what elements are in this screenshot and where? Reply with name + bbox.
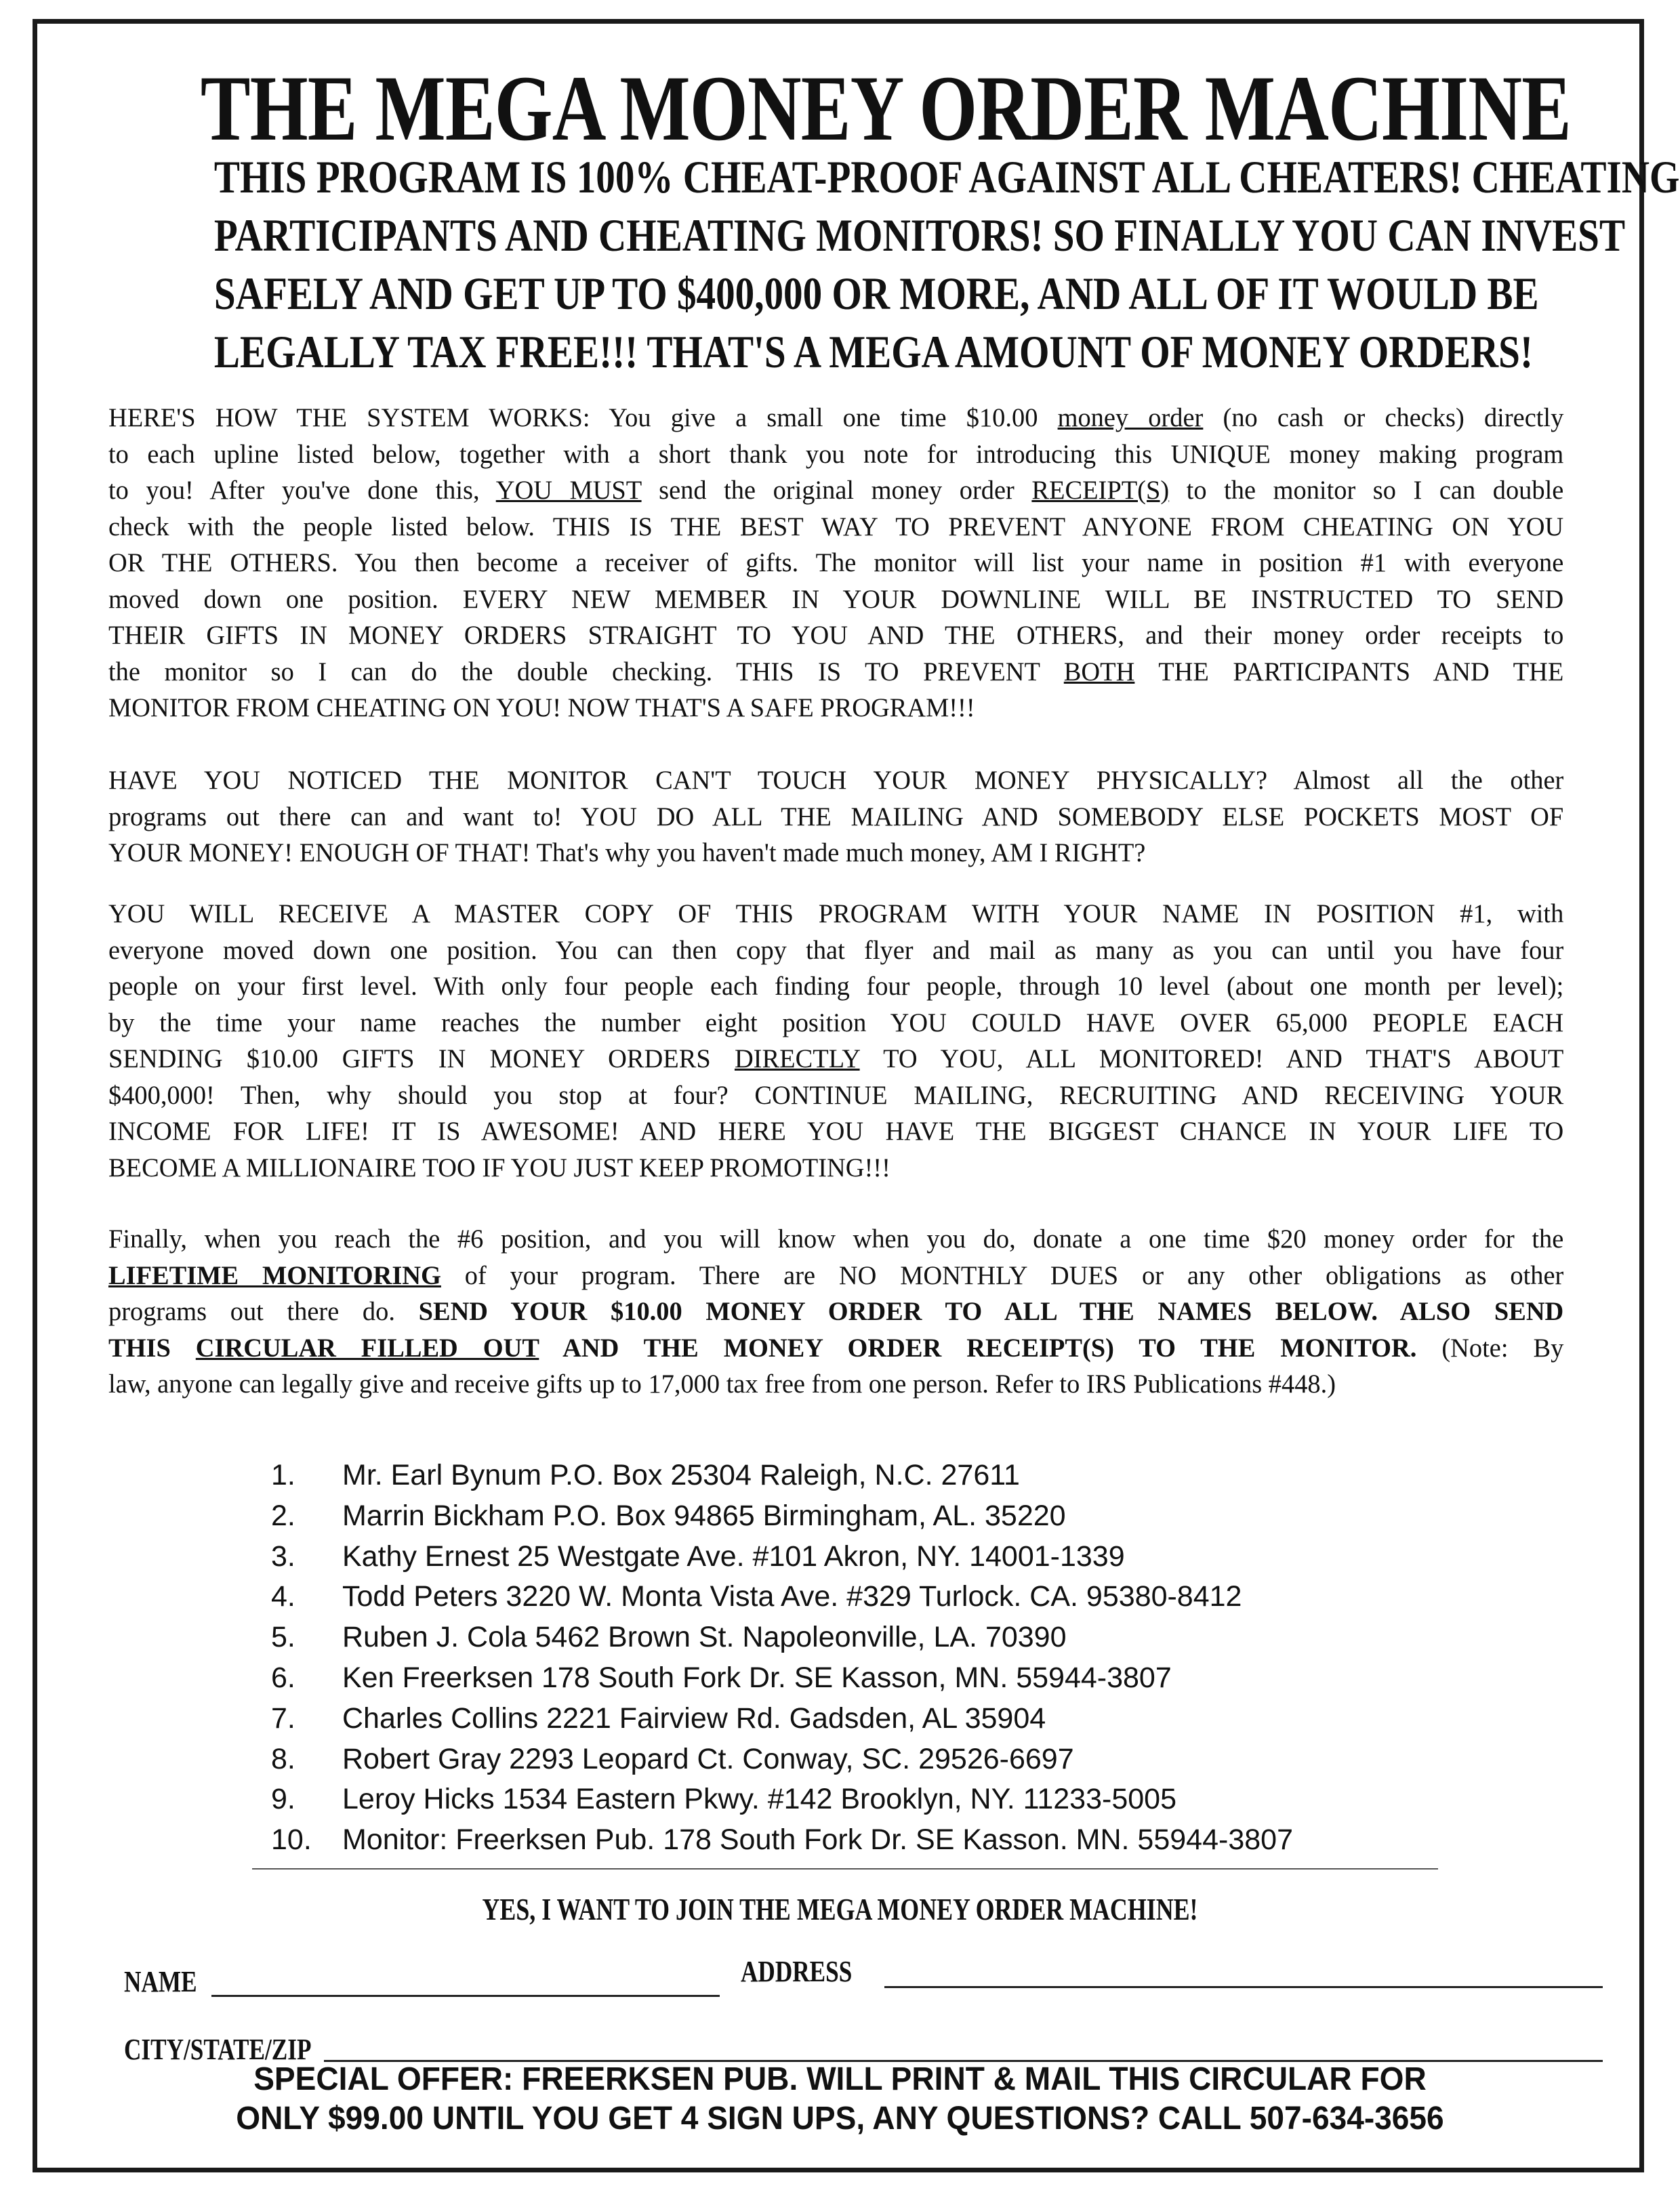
- address-label: ADDRESS: [741, 1955, 853, 1988]
- offer-line: ONLY $99.00 UNTIL YOU GET 4 SIGN UPS, ANY QUESTIONS? CALL 507-634-3656: [236, 2101, 1444, 2137]
- paragraph-line: moved down one position. EVERY NEW MEMBER IN YOUR DOWNLINE WILL BE INSTRUCTED TO SEND: [108, 584, 1564, 614]
- paragraph-line: people on your first level. With only four people each finding four people, through 10 level (about one month per level);: [108, 972, 1564, 1001]
- divider: [252, 1868, 1438, 1870]
- list-item: [271, 1739, 1423, 1780]
- list-item: [271, 1537, 1423, 1577]
- paragraph-line: BECOME A MILLIONAIRE TOO IF YOU JUST KEEP PROMOTING!!!: [108, 1153, 890, 1182]
- text-run: the monitor so I can do the double checking. THIS IS TO PREVENT: [108, 657, 1064, 686]
- text-run: (no cash or checks) directly: [1203, 403, 1564, 432]
- paragraph-line: INCOME FOR LIFE! IT IS AWESOME! AND HERE YOU HAVE THE BIGGEST CHANCE IN YOUR LIFE TO: [108, 1117, 1564, 1146]
- list-item: [271, 1617, 1423, 1658]
- paragraph-line: to each upline listed below, together with a short thank you note for introducing this UNIQUE money making program: [108, 439, 1564, 469]
- name-label: NAME: [124, 1965, 197, 1998]
- list-number: 4.: [271, 1580, 295, 1613]
- paragraph-line: by the time your name reaches the number eight position YOU COULD HAVE OVER 65,000 PEOPLE EACH: [108, 1008, 1564, 1037]
- subheading: [95, 148, 1680, 381]
- list-entry-text: Mr. Earl Bynum P.O. Box 25304 Raleigh, N.C. 27611: [342, 1459, 1020, 1491]
- underlined-text: BOTH: [1063, 657, 1135, 686]
- names-list: [271, 1456, 1423, 1861]
- paragraph-line: MONITOR FROM CHEATING ON YOU! NOW THAT'S A SAFE PROGRAM!!!: [108, 693, 975, 722]
- underlined-text: RECEIPT(S): [1031, 476, 1170, 505]
- join-heading: YES, I WANT TO JOIN THE MEGA MONEY ORDER MACHINE!: [482, 1892, 1198, 1926]
- list-number: 3.: [271, 1540, 295, 1573]
- subheading-line: SAFELY AND GET UP TO $400,000 OR MORE, AND ALL OF IT WOULD BE: [213, 268, 1539, 319]
- list-entry-text: Ken Freerksen 178 South Fork Dr. SE Kasson, MN. 55944-3807: [342, 1661, 1172, 1694]
- offer-line: SPECIAL OFFER: FREERKSEN PUB. WILL PRINT & MAIL THIS CIRCULAR FOR: [253, 2061, 1427, 2097]
- text-run: TO YOU, ALL MONITORED! AND THAT'S ABOUT: [859, 1044, 1564, 1073]
- subheading-line: LEGALLY TAX FREE!!! THAT'S A MEGA AMOUNT OF MONEY ORDERS!: [213, 326, 1533, 377]
- paragraph-line: HAVE YOU NOTICED THE MONITOR CAN'T TOUCH YOUR MONEY PHYSICALLY? Almost all the other: [108, 766, 1564, 795]
- list-item: [271, 1496, 1423, 1537]
- bold-text: THIS: [108, 1333, 196, 1363]
- paragraph-line: law, anyone can legally give and receive gifts up to 17,000 tax free from one person. Refer to IRS Publications #448.): [108, 1369, 1336, 1399]
- list-entry-text: Monitor: Freerksen Pub. 178 South Fork Dr. SE Kasson. MN. 55944-3807: [342, 1823, 1293, 1857]
- list-item: [271, 1456, 1423, 1496]
- text-run: to you! After you've done this,: [108, 476, 496, 505]
- list-entry-text: Todd Peters 3220 W. Monta Vista Ave. #329 Turlock. CA. 95380-8412: [342, 1580, 1242, 1613]
- underlined-bold-text: CIRCULAR FILLED OUT: [195, 1333, 539, 1363]
- paragraph-line: OR THE OTHERS. You then become a receiver of gifts. The monitor will list your name in position #1 with everyone: [108, 548, 1564, 577]
- paragraph-finally: [108, 1221, 1586, 1403]
- underlined-bold-text: LIFETIME MONITORING: [108, 1260, 441, 1290]
- list-entry-text: Charles Collins 2221 Fairview Rd. Gadsden, AL 35904: [342, 1701, 1046, 1735]
- bold-text: AND THE MONEY ORDER RECEIPT(S) TO THE MONITOR.: [539, 1333, 1417, 1363]
- list-entry-text: Robert Gray 2293 Leopard Ct. Conway, SC. 29526-6697: [342, 1742, 1074, 1775]
- list-item: [271, 1779, 1423, 1820]
- paragraph-line: programs out there can and want to! YOU DO ALL THE MAILING AND SOMEBODY ELSE POCKETS MOST OF: [108, 802, 1564, 831]
- paragraph-how-it-works: [108, 400, 1586, 726]
- name-field[interactable]: [211, 1995, 720, 1997]
- list-entry-text: Ruben J. Cola 5462 Brown St. Napoleonville, LA. 70390: [342, 1621, 1067, 1654]
- list-entry-text: Kathy Ernest 25 Westgate Ave. #101 Akron, NY. 14001-1339: [342, 1540, 1125, 1573]
- list-item: [271, 1820, 1423, 1861]
- list-item: [271, 1699, 1423, 1739]
- paragraph-line: YOUR MONEY! ENOUGH OF THAT! That's why you haven't made much money, AM I RIGHT?: [108, 838, 1146, 867]
- list-item: [271, 1658, 1423, 1699]
- text-run: to the monitor so I can double: [1169, 476, 1564, 505]
- paragraph-line: Finally, when you reach the #6 position, and you will know when you do, donate a one time $20 money order for the: [108, 1224, 1564, 1254]
- paragraph-line: $400,000! Then, why should you stop at four? CONTINUE MAILING, RECRUITING AND RECEIVING YOUR: [108, 1080, 1564, 1110]
- text-run: send the original money order: [641, 476, 1032, 505]
- list-number: 6.: [271, 1661, 295, 1694]
- list-number: 5.: [271, 1621, 295, 1654]
- paragraph-line: [108, 1041, 1563, 1077]
- list-number: 1.: [271, 1459, 295, 1491]
- city-state-zip-label: CITY/STATE/ZIP: [124, 2033, 312, 2066]
- paragraph-line: [108, 1294, 1563, 1330]
- paragraph-line: check with the people listed below. THIS IS THE BEST WAY TO PREVENT ANYONE FROM CHEATING ON YOU: [108, 512, 1564, 541]
- paragraph-monitor: [108, 762, 1586, 871]
- list-number: 2.: [271, 1499, 295, 1532]
- list-number: 9.: [271, 1783, 295, 1816]
- underlined-text: DIRECTLY: [734, 1044, 860, 1073]
- document-title: THE MEGA MONEY ORDER MACHINE: [200, 56, 1572, 160]
- text-run: programs out there do.: [108, 1297, 419, 1326]
- underlined-text: YOU MUST: [495, 476, 642, 505]
- address-field[interactable]: [884, 1986, 1603, 1988]
- list-number: 7.: [271, 1701, 295, 1735]
- special-offer: [108, 2060, 1572, 2139]
- paragraph-line: [108, 472, 1563, 509]
- paragraph-master-copy: [108, 896, 1586, 1186]
- text-run: HERE'S HOW THE SYSTEM WORKS: You give a small one time $10.00: [108, 403, 1058, 432]
- text-run: of your program. There are NO MONTHLY DUES or any other obligations as other: [441, 1260, 1564, 1290]
- list-entry-text: Marrin Bickham P.O. Box 94865 Birmingham, AL. 35220: [342, 1499, 1066, 1532]
- list-number: 10.: [271, 1823, 312, 1857]
- paragraph-line: [108, 1258, 1563, 1294]
- list-number: 8.: [271, 1742, 295, 1775]
- paragraph-line: [108, 1330, 1563, 1367]
- paragraph-line: [108, 654, 1563, 690]
- list-item: [271, 1577, 1423, 1617]
- underlined-text: money order: [1057, 403, 1204, 432]
- text-run: SENDING $10.00 GIFTS IN MONEY ORDERS: [108, 1044, 735, 1073]
- text-run: THE PARTICIPANTS AND THE: [1134, 657, 1564, 686]
- bold-text: SEND YOUR $10.00 MONEY ORDER TO ALL THE NAMES BELOW. ALSO SEND: [418, 1297, 1564, 1326]
- paragraph-line: YOU WILL RECEIVE A MASTER COPY OF THIS PROGRAM WITH YOUR NAME IN POSITION #1, with: [108, 899, 1564, 928]
- text-run: (Note: By: [1416, 1333, 1564, 1363]
- subheading-line: PARTICIPANTS AND CHEATING MONITORS! SO FINALLY YOU CAN INVEST: [213, 209, 1626, 261]
- paragraph-line: everyone moved down one position. You can then copy that flyer and mail as many as you can until you have four: [108, 935, 1564, 965]
- list-entry-text: Leroy Hicks 1534 Eastern Pkwy. #142 Brooklyn, NY. 11233-5005: [342, 1783, 1176, 1816]
- subheading-line: THIS PROGRAM IS 100% CHEAT-PROOF AGAINST ALL CHEATERS! CHEATING: [213, 151, 1680, 203]
- paragraph-line: [108, 400, 1563, 436]
- paragraph-line: THEIR GIFTS IN MONEY ORDERS STRAIGHT TO YOU AND THE OTHERS, and their money order receipts to: [108, 621, 1564, 650]
